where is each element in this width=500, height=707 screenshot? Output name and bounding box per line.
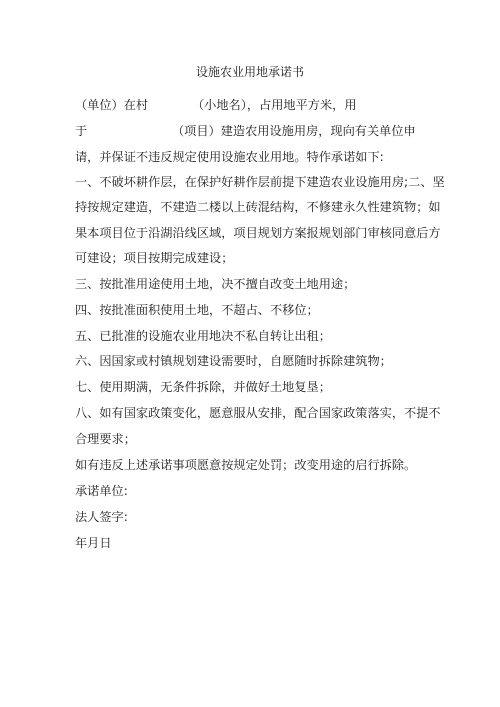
body-line-9: 六、因国家或村镇规划建设需要时，自愿随时拆除建筑物；: [75, 354, 392, 368]
document-title: 设施农业用地承诺书: [195, 65, 304, 79]
body-line-6: 三、按批准用途使用土地，决不擅自改变土地用途；: [75, 277, 356, 291]
signature-unit-label: 承诺单位:: [75, 484, 128, 498]
body-line-12: 合理要求；: [75, 432, 136, 446]
signature-date-label: 年月日: [75, 536, 112, 550]
body-line-4: 果本项目位于沿湖沿线区域，项目规划方案报规划部门审核同意后方: [75, 226, 441, 240]
signature-legal-rep-label: 法人签字:: [75, 510, 128, 524]
body-line-8: 五、已批准的设施农业用地决不私自转让出租；: [75, 329, 331, 343]
header-line-2-part-1: 于: [75, 124, 88, 138]
body-line-11: 八、如有国家政策变化，愿意服从安排，配合国家政策落实，不提不: [75, 406, 441, 420]
header-line-2-part-2: （项目）建造农用设施用房，现向有关单位申: [172, 124, 416, 138]
header-line-1-part-2: （小地名），占用地平方米，用: [192, 98, 357, 112]
body-line-1: 请，并保证不违反规定使用设施农业用地。特作承诺如下:: [75, 150, 384, 164]
header-line-1-part-1: （单位）在村: [75, 98, 149, 112]
body-line-2: 一、不破坏耕作层，在保护好耕作层前提下建造农业设施用房;二、坚: [75, 175, 445, 189]
body-line-5: 可建设；项目按期完成建设；: [75, 251, 234, 265]
body-line-7: 四、按批准面积使用土地，不超占、不移位；: [75, 303, 319, 317]
body-line-10: 七、使用期满，无条件拆除，并做好土地复垦；: [75, 380, 331, 394]
body-line-13: 如有违反上述承诺事项愿意按规定处罚；改变用途的启行拆除。: [75, 458, 417, 472]
body-line-3: 持按规定建造，不建造二楼以上砖混结构，不修建永久性建筑物；如: [75, 200, 441, 214]
